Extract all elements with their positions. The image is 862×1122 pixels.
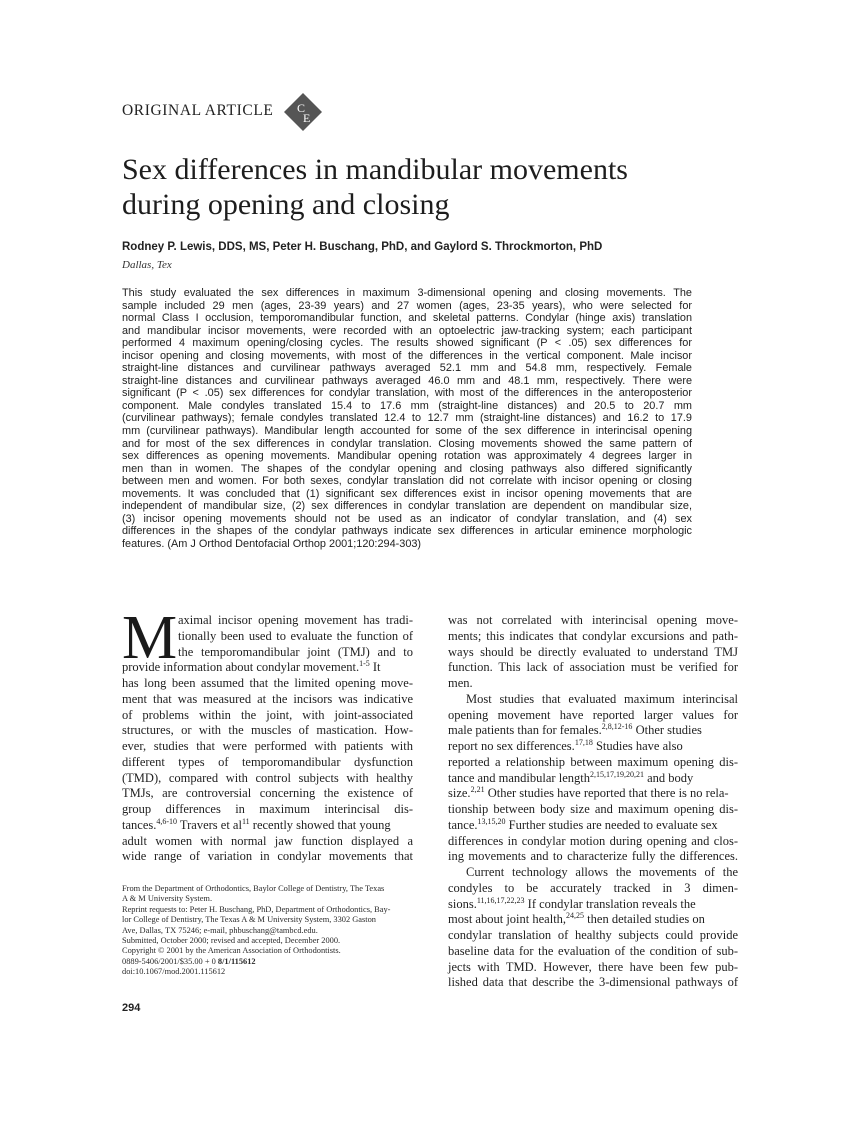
body-line: Current technology allows the movements of the (466, 865, 738, 879)
footnote-line: A & M University System. (122, 894, 213, 904)
abstract-line: (curvilinear pathways); female condyles translated 12.4 to 12.7 mm (straight-line distances) and 16.2 to 17.9 (122, 412, 692, 425)
body-line: has long been assumed that the limited opening move- (122, 676, 413, 690)
body-line: tance and mandibular length$^{2,15,17,19,20,21}$ and body (448, 769, 694, 785)
abstract-line: incisor opening and closing movements, with most of the differences in the vertical component. Male incisor (122, 349, 692, 362)
footnote-line: Submitted, October 2000; revised and accepted, December 2000. (122, 936, 341, 946)
abstract (122, 287, 692, 550)
body-line: most about joint health,$^{24,25}$ then detailed studies on (448, 911, 705, 927)
drop-cap: M (122, 604, 178, 672)
abstract-line: sample included 29 men (ages, 23-39 years) and 27 women (ages, 23-35 years), who were selected for (122, 299, 692, 312)
body-line: jects with TMD. However, there have been few pub- (448, 959, 738, 974)
ce-credit-badge (283, 92, 323, 132)
citation: 24,25 (566, 911, 585, 921)
body-line: wide range of variation in condylar movements that (122, 849, 413, 864)
footnote-line: Reprint requests to: Peter H. Buschang, PhD, Department of Orthodontics, Bay- (122, 904, 391, 914)
body-line: opening movement have reported larger values for (448, 707, 738, 722)
abstract-line: performed 4 maximum opening/closing cycles. The results showed significant (P < .05) sex differences for (122, 337, 692, 350)
body-line: report no sex differences.$^{17,18}$ Studies have also (448, 738, 683, 753)
body-line: different types of temporomandibular dysfunction (122, 754, 413, 769)
body-line: baseline data for the evaluation of the condition of sub- (448, 943, 738, 958)
footnote-line: lor College of Dentistry, The Texas A & M University System, 3302 Gaston (122, 915, 376, 925)
abstract-line: independent of mandibular size, (2) sex differences in condylar translation are dependent on mandibular size, (122, 500, 692, 513)
author-list: Rodney P. Lewis, DDS, MS, Peter H. Buschang, PhD, and Gaylord S. Throckmorton, PhD (122, 241, 603, 253)
body-line: aximal incisor opening movement has tradi- (178, 613, 413, 627)
body-line: size.$^{2,21}$ Other studies have reported that there is no rela- (448, 785, 729, 801)
page-number: 294 (122, 1002, 141, 1014)
citation: 4,6-10 (156, 816, 178, 826)
body-line: structures, or with the muscles of mastication. How- (122, 723, 413, 738)
author-affiliation: Dallas, Tex (122, 259, 172, 271)
citation: 2,15,17,19,20,21 (589, 769, 644, 779)
body-line: ments; this indicates that condylar excursions and path- (448, 628, 738, 643)
body-line: differences in condylar motion during opening and clos- (448, 833, 738, 848)
body-line: male patients than for females.$^{2,8,12-16}$ Other studies (448, 722, 702, 738)
body-column-left (122, 604, 413, 865)
body-line: tionship between body size and maximum opening dis- (448, 802, 738, 816)
abstract-line: This study evaluated the sex differences in maximum 3-dimensional opening and closing movements. The (122, 287, 692, 299)
body-line: sions.$^{11,16,17,22,23}$ If condylar translation reveals the (448, 895, 696, 911)
abstract-line: men than in women. The shapes of the condylar opening and closing pathways also differed significantly (122, 462, 692, 475)
citation: 2,21 (470, 785, 485, 795)
body-line: men. (448, 676, 473, 690)
body-line: condyles to be accurately tracked in 3 dimen- (448, 880, 738, 895)
citation: 2,8,12-16 (601, 722, 633, 732)
body-line: function. This lack of association must be verified for (448, 660, 738, 675)
citation: 13,15,20 (477, 816, 506, 826)
footnotes (122, 884, 422, 978)
body-line: tance.$^{13,15,20}$ Further studies are needed to evaluate sex (448, 816, 718, 832)
body-line: reported a relationship between maximum opening dis- (448, 754, 738, 769)
footnote-line: doi:10.1067/mod.2001.115612 (122, 967, 226, 977)
title-line-1: Sex differences in mandibular movements (122, 153, 628, 186)
abstract-line: and for most of the sex differences in condylar translation. Closing movements showed the same pattern of (122, 437, 692, 450)
abstract-line: movements. It was concluded that (1) significant sex differences exist in incisor opening movements that are (122, 487, 692, 500)
body-column-right (448, 613, 738, 991)
body-line: (TMD), compared with control subjects with healthy (122, 770, 413, 785)
abstract-line: straight-line distances and curvilinear pathways averaged 46.0 mm and 48.1 mm, respectively. There were (122, 374, 692, 387)
body-line: Most studies that evaluated maximum interincisal (466, 691, 738, 706)
body-line: provide information about condylar movement.$^{1-5}$ It (122, 659, 381, 675)
abstract-line: (3) incisor opening movements should not be used as an indicator of condylar translation, and (4) sex (122, 512, 692, 525)
body-line: adult women with normal jaw function displayed a (122, 833, 413, 848)
body-line: condylar translation of healthy subjects could provide (448, 928, 738, 942)
body-line: the temporomandibular joint (TMJ) and to (178, 644, 413, 659)
title-line-2: during opening and closing (122, 188, 450, 221)
footnote-line: 0889-5406/2001/$35.00 + 0 8/1/115612 (122, 956, 256, 966)
citation: 11 (241, 816, 250, 826)
article-title (122, 152, 762, 222)
abstract-line: normal Class I occlusion, temporomandibular function, and skeletal patterns. Condylar (hinge axis) translation (122, 312, 692, 325)
body-line: tionally been used to evaluate the function of (178, 628, 413, 643)
body-line: ing movements and to characterize fully the differences. (448, 849, 738, 864)
abstract-line: sex differences as opening movements. Mandibular opening rotation was approximately 4 degrees larger in (122, 450, 692, 463)
abstract-line: features. (Am J Orthod Dentofacial Orthop 2001;120:294-303) (122, 537, 422, 550)
abstract-line: component. Male condyles translated 15.4 to 17.6 mm (straight-line distances) and 20.5 to 20.7 mm (122, 399, 692, 412)
body-line: group differences in maximum interincisal dis- (122, 802, 413, 816)
body-line: ment that was measured at the incisors was indicative (122, 691, 413, 706)
ce-badge-letter-e: E (303, 111, 311, 125)
body-line: ever, studies that were performed with patients with (122, 739, 413, 753)
footnote-line: From the Department of Orthodontics, Baylor College of Dentistry, The Texas (122, 884, 385, 893)
abstract-line: between men and women. For both sexes, condylar translation did not correlate with incisor opening or closing (122, 475, 692, 488)
abstract-line: and mandibular incisor movements, were recorded with an optoelectric jaw-tracking system; each participant (122, 324, 692, 337)
abstract-line: straight-line distances and curvilinear pathways averaged 52.1 mm and 54.8 mm, respectively. Female (122, 362, 692, 375)
article-id: 8/1/115612 (217, 956, 256, 966)
citation: 1-5 (359, 659, 370, 669)
ce-badge-letter-c: C (297, 101, 306, 115)
body-line: lished data that describe the 3-dimensional pathways of (448, 975, 738, 990)
citation: 17,18 (574, 738, 593, 747)
body-line: was not correlated with interincisal opening move- (448, 613, 738, 627)
citation: 11,16,17,22,23 (476, 895, 525, 905)
body-line: TMJs, are controversial concerning the existence of (122, 786, 413, 801)
footnote-line: Ave, Dallas, TX 75246; e-mail, phbuschang@tambcd.edu. (122, 925, 318, 935)
section-label: ORIGINAL ARTICLE (122, 102, 274, 119)
abstract-line: mm (curvilinear pathways). Mandibular length accounted for some of the sex difference in interincisal opening (122, 425, 692, 438)
abstract-line: significant (P < .05) sex differences for condylar translation, with most of the differences in the anteroposterior (122, 387, 692, 400)
body-line: ways should be directly evaluated to understand TMJ (448, 644, 738, 659)
body-line: of problems within the joint, with joint-associated (122, 707, 413, 722)
footnote-line: Copyright © 2001 by the American Association of Orthodontists. (122, 946, 341, 956)
abstract-line: differences in the shapes of the condylar pathways indicate sex differences in articular eminence morphologic (122, 525, 692, 538)
body-line: tances.$^{4,6-10}$ Travers et $al^{11}$ recently showed that young (122, 816, 391, 832)
